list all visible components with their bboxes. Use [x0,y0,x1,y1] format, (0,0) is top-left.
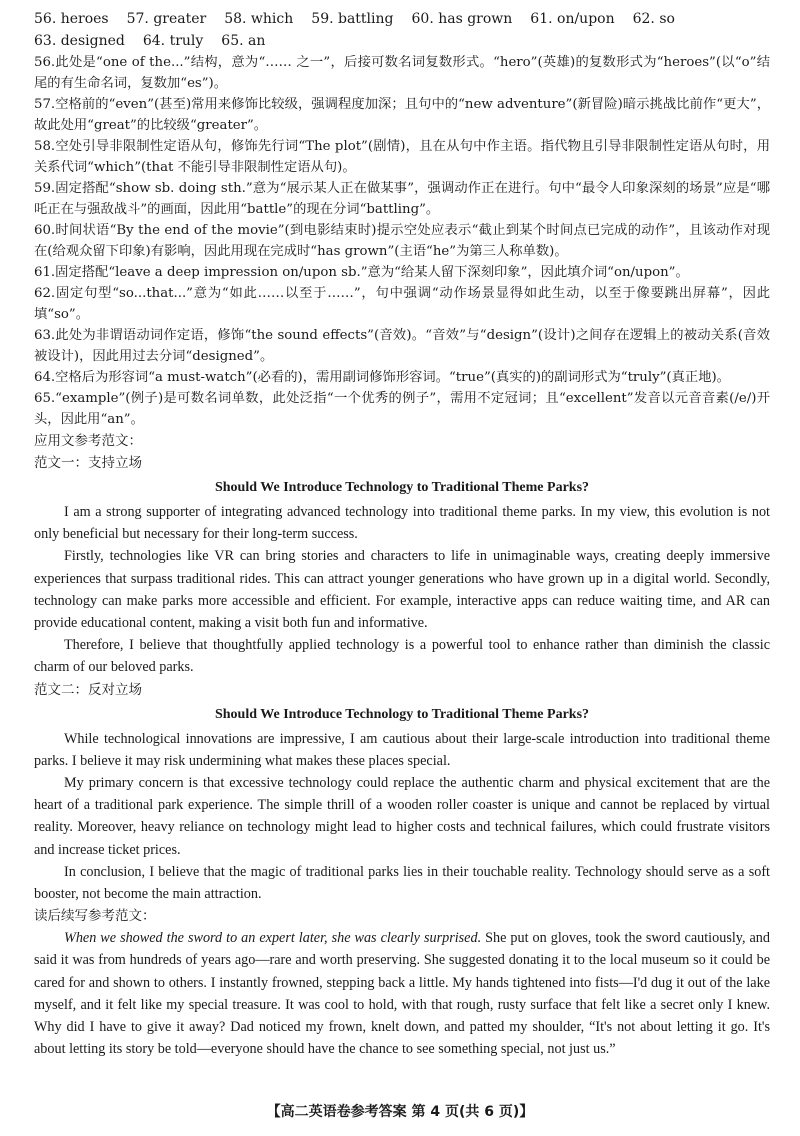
answer-item: 62. so [632,11,675,27]
continuation-body: She put on gloves, took the sword cautiously, and said it was from hundreds of years ago—rare and worth preserving. She suggested donating it to the local museum so it could be cared for and shown to others. I instantly frowned, stepping back a little. My hands tightened into fists—I'd dug it out of the lake myself, and it felt like my special treasure. It was cool to hold, with that rough, rusty surface that felt like a secret only I knew. Why did I have to give it away? Dad noticed my frown, knelt down, and patted my shoulder, “It's not about letting it go. It's about letting its story be told—everyone should have the chance to see something special, not just us.” [34,930,770,1058]
explanation-text: 固定句型“so...that...”意为“如此……以至于……”，句中强调“动作场景显得如此生动，以至于像要跳出屏幕”，因此填“so”。 [34,286,770,322]
answer-item: 57. greater [126,11,207,27]
answer-item: 56. heroes [34,11,109,27]
explanation-number: 56. [34,55,56,70]
essay2-title: Should We Introduce Technology to Traditional Theme Parks? [214,706,590,722]
essay-section-label: 应用文参考范文： [34,433,142,449]
answer-item: 58. which [224,11,294,27]
answer-key-row [34,8,770,52]
answer-item: 63. designed [34,33,125,49]
continuation-opening-sentence: When we showed the sword to an expert later, she was clearly surprised. [64,930,482,947]
explanation-number: 58. [34,139,56,154]
explanation-text: 固定搭配“show sb. doing sth.”意为“展示某人正在做某事”，强调动作正在进行。句中“最令人印象深刻的场景”应是“哪吒正在与强敌战斗”的画面，因此用“battle”的现在分词“battling”。 [34,181,770,217]
continuation-paragraph [34,927,770,1060]
explanation-62 [34,283,770,325]
explanation-61 [34,262,770,283]
explanation-text: 时间状语“By the end of the movie”(到电影结束时)提示空处应表示“截止到某个时间点已完成的动作”，且该动作对现在(给观众留下印象)有影响，因此用现在完成时“has grown”(主语“he”为第三人称单数)。 [34,223,770,259]
essay1-title: Should We Introduce Technology to Traditional Theme Parks? [214,480,590,495]
explanation-number: 63. [34,328,56,343]
explanation-number: 64. [34,370,56,385]
answer-item: 65. an [221,33,266,49]
explanation-56 [34,52,770,94]
footer-page-number: 第 4 页(共 6 页)】 [411,1104,534,1120]
continuation-label: 读后续写参考范文： [34,908,156,925]
essay1-label: 范文一：支持立场 [34,455,142,471]
explanation-number: 65. [34,391,56,406]
explanation-57 [34,94,770,136]
explanation-text: 固定搭配“leave a deep impression on/upon sb.”意为“给某人留下深刻印象”，因此填介词“on/upon”。 [55,265,689,280]
explanation-58 [34,136,770,178]
essay2-paragraph: My primary concern is that excessive technology could replace the authentic charm and physical excitement that are the heart of a traditional park experience. The simple thrill of a wooden roller coaster is unique and cannot be replaced by virtual reality. Moreover, heavy reliance on technology might lead to higher costs and technical failures, which could frustrate visitors and increase ticket prices. [34,775,770,858]
essay1-paragraph: Therefore, I believe that thoughtfully applied technology is a powerful tool to enhance rather than diminish the classic charm of our beloved parks. [34,637,770,676]
explanation-59 [34,178,770,220]
answer-item: 59. battling [311,11,394,27]
essay1-paragraph: Firstly, technologies like VR can bring stories and characters to life in unimaginable ways, creating deeply immersive experiences that surpass traditional rides. This can attract younger generations who have grown up in a digital world. Secondly, technology can make parks more accessible and efficient. For example, interactive apps can reduce waiting time, and AR can provide educational content, making a visit both fun and informative. [34,548,770,632]
answer-item: 60. has grown [411,11,513,27]
explanation-number: 57. [34,97,56,112]
essay1-paragraph: I am a strong supporter of integrating advanced technology into traditional theme parks. In my view, this evolution is not only beneficial but necessary for their long-term success. [34,504,770,543]
explanation-number: 59. [34,181,56,196]
footer-title: 【高二英语卷参考答案 [266,1104,407,1120]
explanation-text: 此处为非谓语动词作定语，修饰“the sound effects”(音效)。“音效”与“design”(设计)之间存在逻辑上的被动关系(音效被设计)，因此用过去分词“designed”。 [34,328,770,364]
explanation-64 [34,367,770,388]
explanation-text: 空格后为形容词“a must-watch”(必看的)，需用副词修饰形容词。“true”(真实的)的副词形式为“truly”(真正地)。 [55,370,730,385]
explanation-60 [34,220,770,262]
answer-item: 64. truly [142,33,204,49]
explanation-65 [34,388,770,430]
explanation-text: 空格前的“even”(甚至)常用来修饰比较级，强调程度加深；且句中的“new adventure”(新冒险)暗示挑战比前作“更大”，故此处用“great”的比较级“greater”。 [34,97,770,133]
explanation-text: 此处是“one of the...”结构，意为“…… 之一”，后接可数名词复数形式。“hero”(英雄)的复数形式为“heroes”(以“o”结尾的有生命名词，复数加“es”)。 [34,55,770,91]
page-content [34,8,770,1060]
explanation-text: “example”(例子)是可数名词单数，此处泛指“一个优秀的例子”，需用不定冠词；且“excellent”发音以元音音素(/e/)开头，因此用“an”。 [34,391,770,427]
answer-item: 61. on/upon [530,11,615,27]
explanation-text: 空处引导非限制性定语从句，修饰先行词“The plot”(剧情)，且在从句中作主语。指代物且引导非限制性定语从句时，用关系代词“which”(that 不能引导非限制性定语从句)。 [34,139,770,175]
explanation-number: 60. [34,223,56,238]
explanation-number: 61. [34,265,56,280]
essay2-label: 范文二：反对立场 [34,681,142,698]
essay2-paragraph: In conclusion, I believe that the magic of traditional parks lies in their touchable reality. Technology should serve as a soft booster, not become the main attraction. [34,863,770,903]
essay2-paragraph: While technological innovations are impressive, I am cautious about their large-scale introduction into traditional theme parks. I believe it may risk undermining what makes these places special. [34,730,770,769]
page-footer [0,1101,800,1121]
explanation-number: 62. [34,286,56,301]
explanation-63 [34,325,770,367]
